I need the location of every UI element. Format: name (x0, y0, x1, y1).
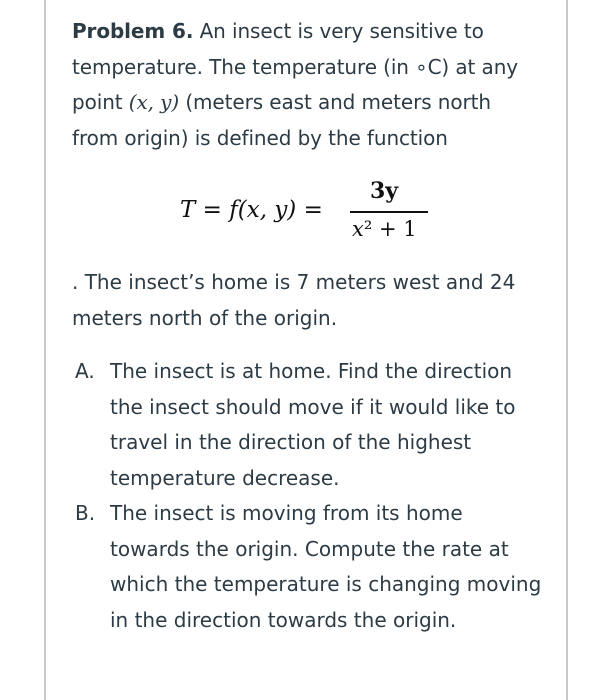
problem-label: Problem 6. (72, 19, 194, 43)
part-a-marker: A. (75, 359, 95, 383)
formula-numerator: 3y (370, 178, 399, 204)
part-b-marker: B. (75, 501, 96, 525)
part-b (72, 496, 542, 638)
parts-list (72, 354, 542, 638)
formula-denominator: x² + 1 (352, 217, 417, 241)
point-notation: (x, y) (128, 90, 180, 114)
formula-lhs: T = f(x, y) = (180, 197, 323, 223)
temperature-formula (0, 180, 612, 250)
home-location-text: . The insect’s home is 7 meters west and 24 meters north of the origin. (72, 270, 516, 330)
problem-intro (72, 14, 542, 156)
intro-text-b: (meters east and meters north from origin) is defined by the function (72, 90, 491, 150)
fraction-bar (350, 211, 428, 213)
part-a (72, 354, 542, 496)
left-border (44, 0, 46, 700)
part-b-text: The insect is moving from its home towards the origin. Compute the rate at which the temperature is changing moving in the direction towards the origin. (110, 501, 542, 632)
intro-text-a: An insect is very sensitive to temperature. The temperature (in ∘C) at any point (72, 19, 519, 114)
part-a-text: The insect is at home. Find the direction the insect should move if it would like to travel in the direction of the highest temperature decrease. (110, 359, 516, 490)
right-border (566, 0, 568, 700)
